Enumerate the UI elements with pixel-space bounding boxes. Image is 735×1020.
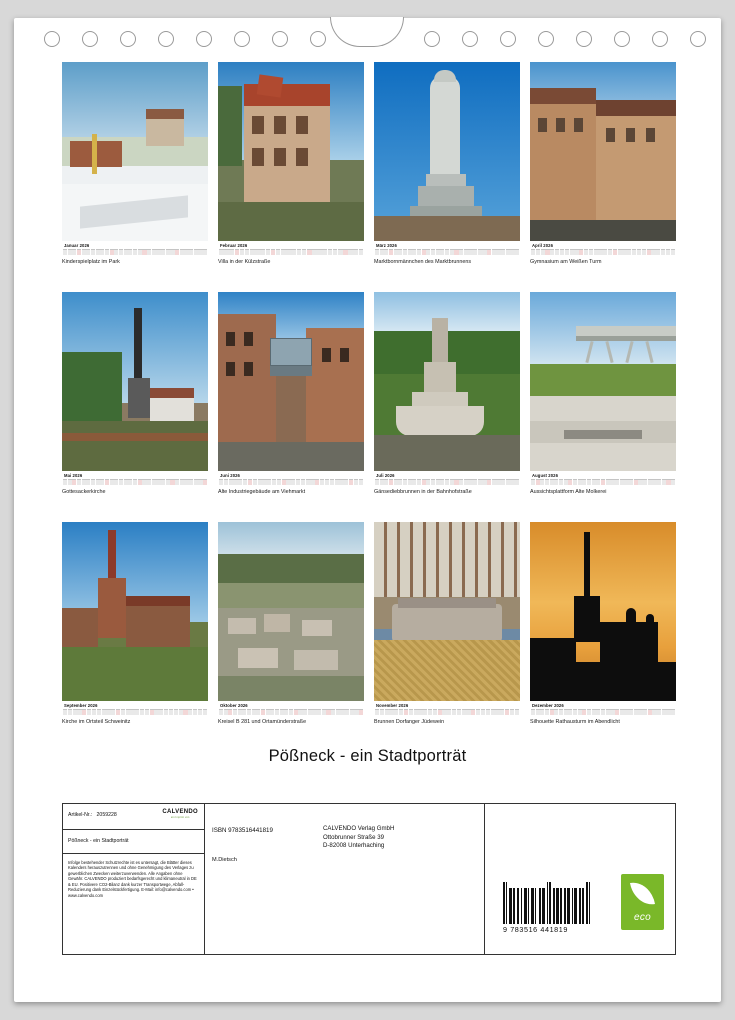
product-title-row [63,830,204,854]
publisher-street: Ottobrunner Straße 39 [323,833,384,841]
imprint-box [62,803,676,955]
month-label: Oktober 2026 [220,703,248,708]
month-caption: Gottesackerkirche [62,489,106,495]
month-daystrip-may [62,471,208,485]
month-caption: Gänsediebbrunnen in der Bahnhofstraße [374,489,472,495]
month-photo-june [218,292,364,471]
punch-hole [652,31,668,47]
month-daystrip-december [530,701,676,715]
punch-hole [196,31,212,47]
month-cell-october [218,522,364,740]
barcode-number: 9 783516 441819 [503,925,568,934]
month-cell-june [218,292,364,510]
month-cell-april [530,62,676,280]
month-caption: Kirche im Ortsteil Schweinitz [62,719,131,725]
month-label: Mai 2026 [64,473,83,478]
month-photo-august [530,292,676,471]
month-label: April 2026 [532,243,554,248]
month-photo-february [218,62,364,241]
punch-hole [310,31,326,47]
month-daystrip-january [62,241,208,255]
month-caption: Gymnasium am Weißen Turm [530,259,602,265]
calvendo-logo [162,809,198,819]
imprint-middle-column [205,804,485,954]
month-caption: Brunnen Dorfanger Jüdewein [374,719,445,725]
punch-hole [614,31,630,47]
punch-hole [462,31,478,47]
month-label: Juni 2026 [220,473,240,478]
product-title-text: Pößneck - ein Stadtporträt [68,838,129,844]
month-daystrip-october [218,701,364,715]
month-cell-july [374,292,520,510]
month-cell-september [62,522,208,740]
punch-hole [690,31,706,47]
calvendo-subline: ein Imprint von [170,815,190,819]
month-daystrip-july [374,471,520,485]
article-number-row [63,804,204,830]
punch-hole [576,31,592,47]
month-daystrip-june [218,471,364,485]
article-number-value: 2059228 [96,812,117,818]
barcode-bars [503,882,609,924]
punch-hole [424,31,440,47]
month-cell-march [374,62,520,280]
punch-hole [272,31,288,47]
publisher-city: D-82008 Unterhaching [323,842,385,850]
calvendo-wordmark: CALVENDO [162,809,198,815]
month-daystrip-april [530,241,676,255]
month-label: November 2026 [376,703,409,708]
article-number-label: Artikel-Nr.: [68,812,93,818]
month-photo-july [374,292,520,471]
month-photo-may [62,292,208,471]
author-text: M.Dietsch [212,857,237,863]
month-caption: Aussichtsplattform Alte Molkerei [530,489,607,495]
calendar-back-cover [14,18,721,1002]
month-cell-february [218,62,364,280]
punch-hole [158,31,174,47]
month-photo-december [530,522,676,701]
month-thumbnail-grid [62,62,676,742]
month-daystrip-september [62,701,208,715]
page-title: Pößneck - ein Stadtporträt [268,747,467,765]
binding-strip [14,18,721,60]
month-label: September 2026 [64,703,98,708]
punch-hole [538,31,554,47]
month-photo-march [374,62,520,241]
month-label: März 2026 [376,243,397,248]
imprint-right-column [485,804,675,954]
month-caption: Marktbornmännchen des Marktbrunnens [374,259,472,265]
month-daystrip-august [530,471,676,485]
punch-hole [500,31,516,47]
month-cell-january [62,62,208,280]
publisher-name: CALVENDO Verlag GmbH [323,825,395,832]
legal-text: Infolge bestehender Schutzrechte ist es untersagt, die Blätter dieses Kalenders herauszutrennen und ohne Genehmigung des Verlages zu gewerblichen Zwecken weiterzuverwenden. Alle Angaben ohne Gewähr. CALVENDO produziert bedarfsgerecht und klimaneutral in DE & EU. Positivere CO2-Bilanz dank kurzer Transportwege, Abfall-Reduzierung dank Einzelstückfertigung. E-Mail: info@calvendo.com • www.calvendo.com [68,860,197,898]
month-cell-may [62,292,208,510]
month-caption: Villa in der Külzstraße [218,259,271,265]
month-cell-august [530,292,676,510]
month-caption: Alte Industriegebäude am Viehmarkt [218,489,306,495]
month-label: Februar 2026 [220,243,248,248]
month-photo-april [530,62,676,241]
month-photo-october [218,522,364,701]
month-label: Juli 2026 [376,473,395,478]
leaf-icon [630,879,655,907]
month-photo-november [374,522,520,701]
hang-tab [330,17,404,47]
month-daystrip-november [374,701,520,715]
punch-hole [120,31,136,47]
month-cell-december [530,522,676,740]
eco-badge-label: eco [633,912,652,923]
month-caption: Kreisel B 281 und Ortamünderstraße [218,719,307,725]
eco-badge [621,874,664,930]
month-label: Januar 2026 [64,243,90,248]
month-daystrip-march [374,241,520,255]
punch-hole [234,31,250,47]
month-label: Dezember 2026 [532,703,564,708]
month-photo-september [62,522,208,701]
barcode [503,882,609,934]
imprint-left-column [63,804,205,954]
month-label: August 2026 [532,473,558,478]
month-cell-november [374,522,520,740]
isbn-text: ISBN 9783516441819 [212,827,273,834]
month-daystrip-february [218,241,364,255]
month-caption: Kinderspielplatz im Park [62,259,120,265]
month-caption: Silhouette Rathausturm im Abendlicht [530,719,620,725]
month-photo-january [62,62,208,241]
punch-hole [44,31,60,47]
publisher-address [323,825,394,851]
article-number-text [68,812,117,818]
punch-hole [82,31,98,47]
